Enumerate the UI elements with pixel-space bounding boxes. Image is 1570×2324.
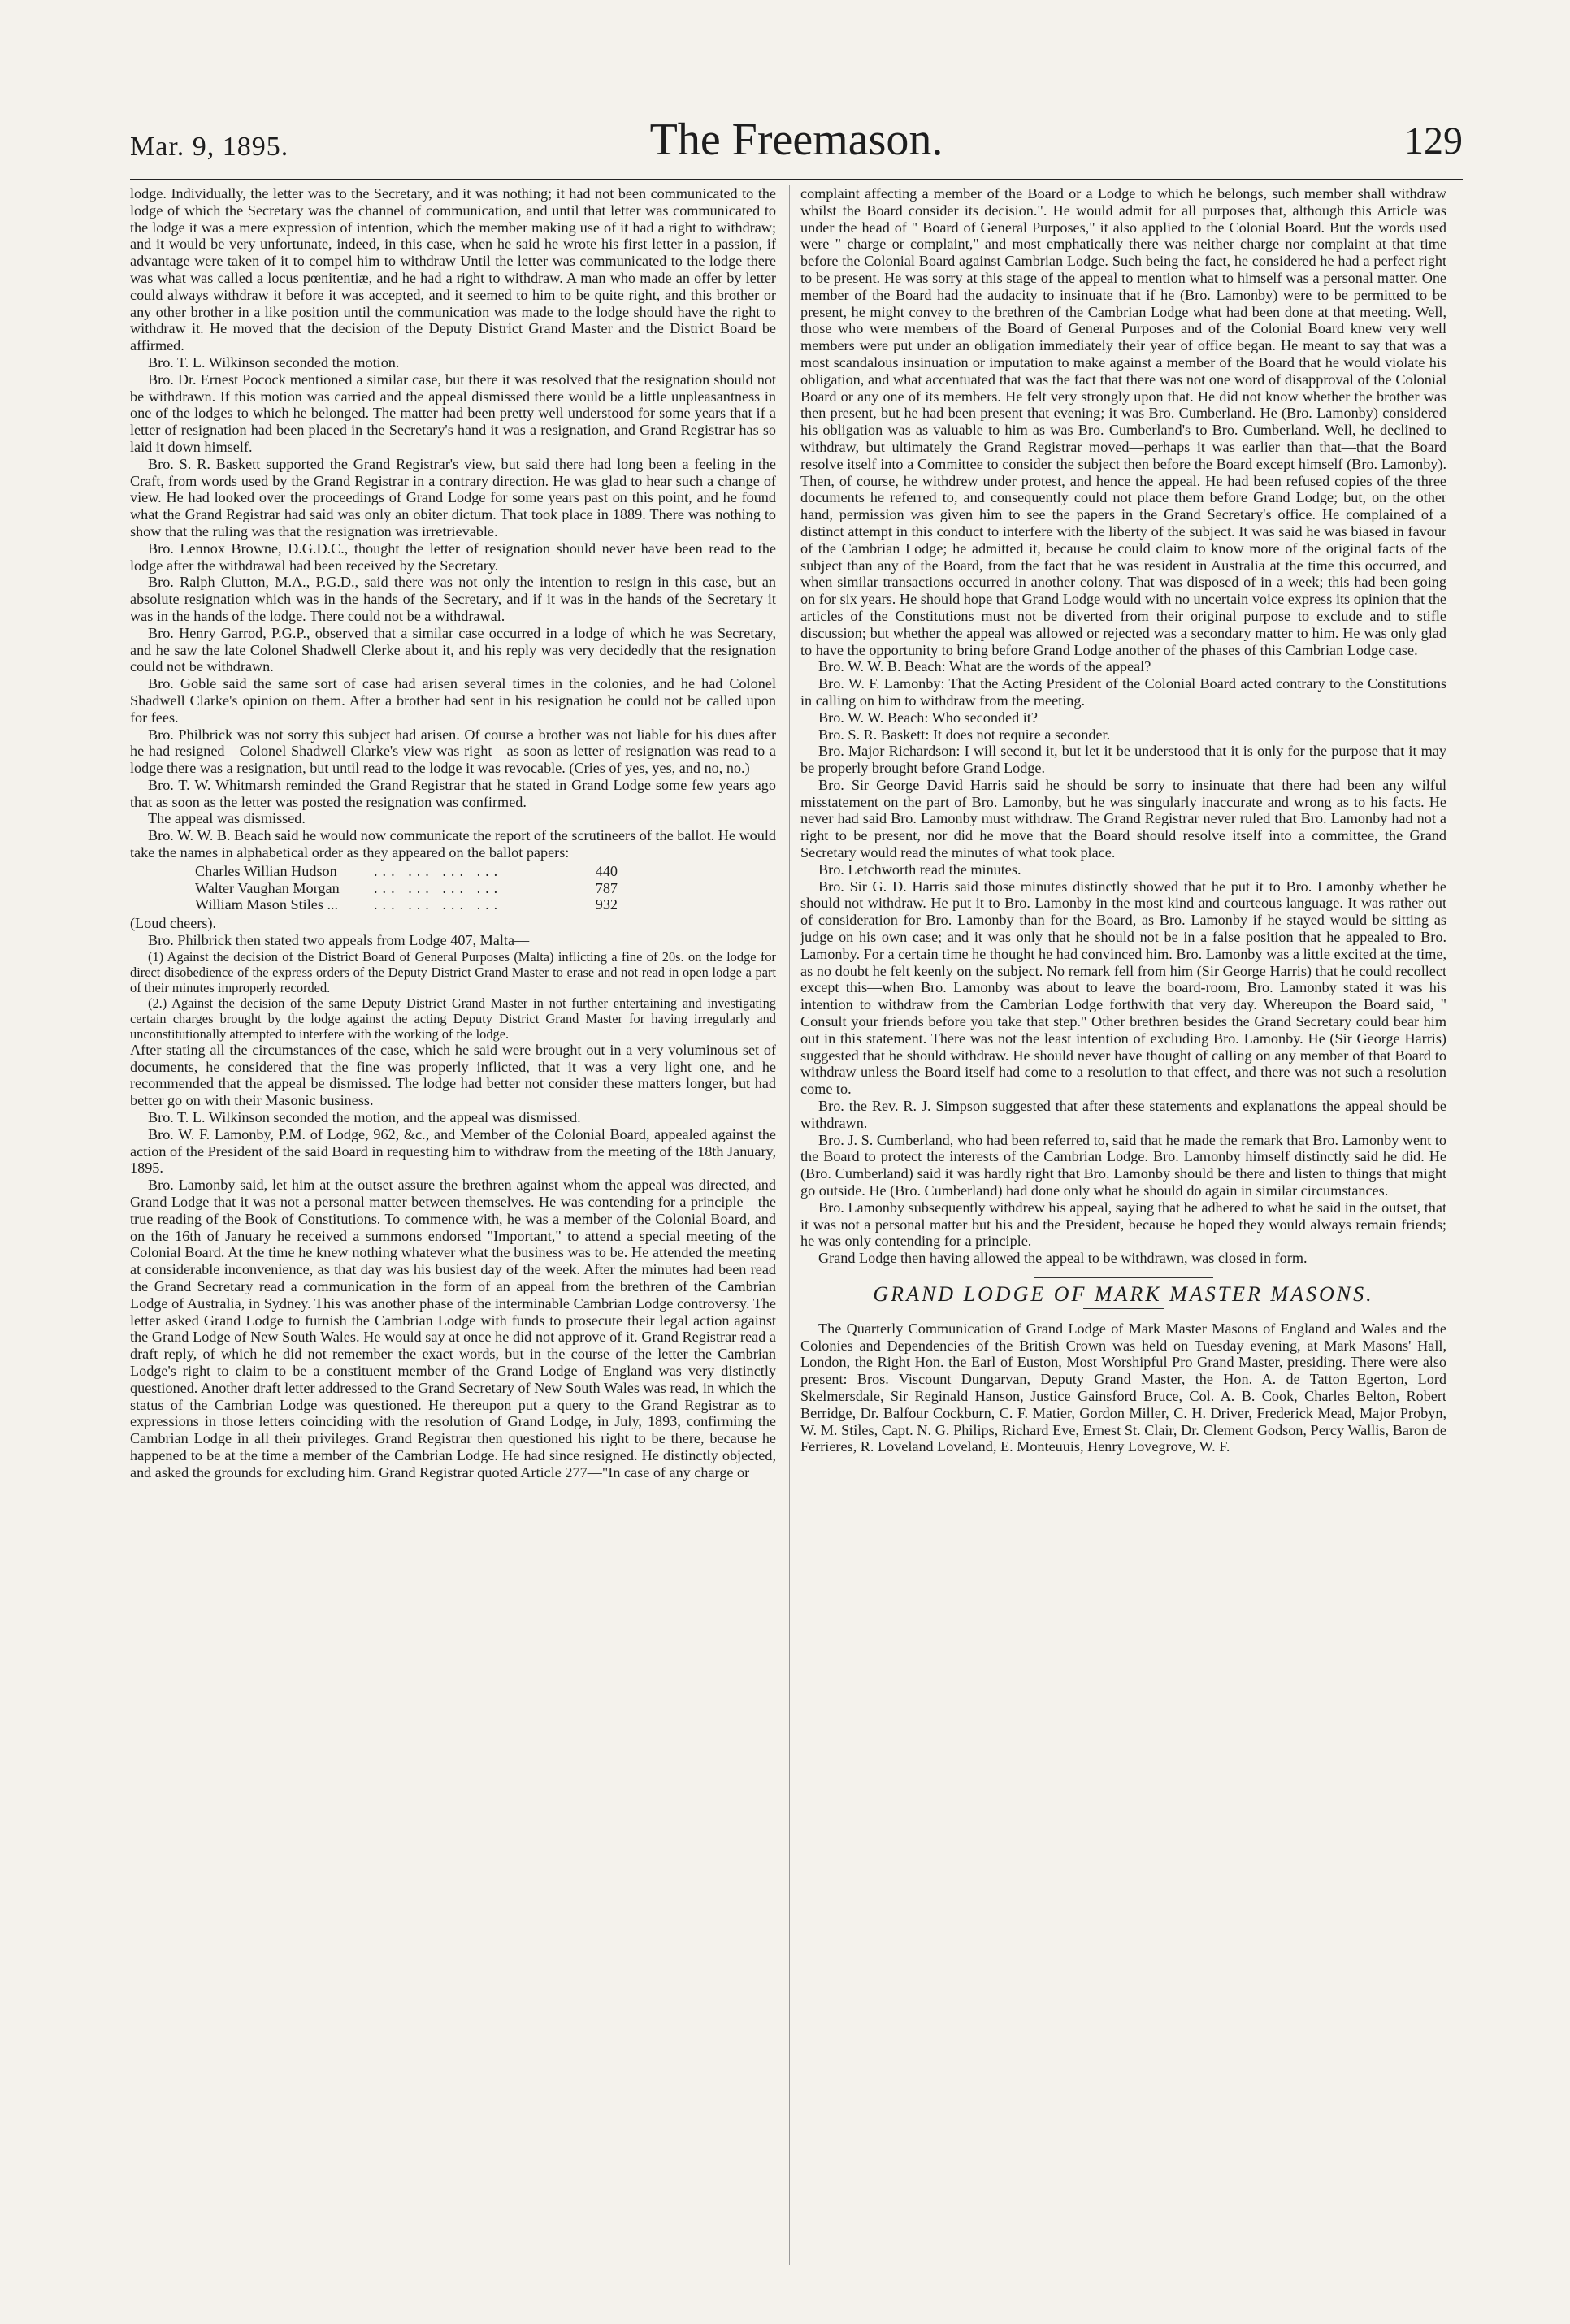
paragraph: Bro. Lamonby said, let him at the outset assure the brethren against whom the appeal was directed, and Grand Lodge that it was not a personal matter between themselves. He was contending for a principle—the true reading of the Book of Constitutions. To commence with, he was a member of the Colonial Board, and on the 16th of January he received a summons endorsed "Important," to attend a special meeting of the Colonial Board. At the time he knew nothing whatever what the business was to be. He attended the meeting at considerable inconvenience, as that day was his busiest day of the week. After the minutes had been read the Grand Secretary read a communication in the form of an appeal from the brethren of the Cambrian Lodge of Australia, in Sydney. This was another phase of the interminable Cambrian Lodge controversy. The letter asked Grand Lodge to furnish the Cambrian Lodge with funds to prosecute their legal action against the Grand Lodge of New South Wales. He would say at once he did not approve of it. Grand Registrar read a draft reply, of which he did not remember the exact words, but in the course of the letter the Cambrian Lodge's right to claim to be a constituent member of the Grand Lodge of England was very distinctly questioned. Another draft letter addressed to the Grand Secretary of New South Wales was read, in which the status of the Cambrian Lodge was questioned. He thereupon put a query to the Grand Registrar as to expressions in those letters coinciding with the resolution of Grand Lodge, in July, 1893, confirming the Cambrian Lodge in all their privileges. Grand Registrar then questioned his right to be there, because he happened to be at the time a member of the Cambrian Lodge. He had since resigned. He distinctly objected, and asked the grounds for excluding him. Grand Registrar quoted Article 277—"In case of any charge or: [130, 1177, 776, 1481]
page-number: 129: [1404, 119, 1463, 163]
paragraph: Bro. J. S. Cumberland, who had been referred to, said that he made the remark that Bro. Lamonby went to the Board to protect the interests of the Cambrian Lodge. Bro. Lamonby himself distinctly said he did. He (Bro. Cumberland) said it was hardly right that Bro. Lamonby should be there and listen to things that might go outside. He (Bro. Cumberland) had done only what he should do again in similar circumstances.: [800, 1131, 1446, 1199]
paragraph: The Quarterly Communication of Grand Lodge of Mark Master Masons of England and Wales and the Colonies and Dependencies of the British Crown was held on Tuesday evening, at Mark Masons' Hall, London, the Right Hon. the Earl of Euston, Most Worshipful Pro Grand Master, presiding. There were also present: Bros. Viscount Dungarvan, Deputy Grand Master, the Hon. A. de Tatton Egerton, Lord Skelmersdale, Sir Reginald Hanson, Justice Gainsford Bruce, Col. A. B. Cook, Charles Belton, Robert Berridge, Dr. Balfour Cockburn, C. F. Matier, Gordon Miller, C. H. Driver, Frederick Mead, Major Probyn, W. M. Stiles, Capt. N. G. Philips, Richard Eve, Ernest St. Clair, Dr. Clement Godson, Percy Wallis, Baron de Ferrieres, R. Loveland Loveland, E. Monteuuis, Henry Lovegrove, W. F.: [800, 1320, 1446, 1455]
paragraph: Bro. Philbrick was not sorry this subject had arisen. Of course a brother was not liable for his dues after he had resigned—Colonel Shadwell Clarke's view was right—as soon as letter of resignation was read to a lodge there was a resignation, but until read to the lodge it was revocable. (Cries of yes, yes, and no, no.): [130, 726, 776, 777]
left-column: [130, 185, 776, 2265]
section-rule: [1083, 1308, 1164, 1309]
paragraph: Bro. Goble said the same sort of case had arisen several times in the colonies, and he had Colonel Shadwell Clarke's opinion on them. After a brother had sent in his resignation he could not be called upon for fees.: [130, 675, 776, 726]
paragraph: Grand Lodge then having allowed the appeal to be withdrawn, was closed in form.: [818, 1250, 1308, 1267]
right-column: [800, 185, 1446, 2265]
paragraph: Bro. W. F. Lamonby, P.M. of Lodge, 962, &c., and Member of the Colonial Board, appealed against the action of the President of the said Board in requesting him to withdraw from the meeting of the 18th January, 1895.: [130, 1125, 776, 1177]
paragraph: Bro. Philbrick then stated two appeals from Lodge 407, Malta—: [148, 932, 530, 949]
paragraph: Bro. Ralph Clutton, M.A., P.G.D., said there was not only the intention to resign in this case, but an absolute resignation which was in the hands of the Secretary, and if it was in the hands of the Secretary it was in the hands of the lodge. There could not be a withdrawal.: [130, 574, 776, 624]
paragraph: Bro. W. F. Lamonby: That the Acting President of the Colonial Board acted contrary to the Constitutions in calling on him to withdraw from the meeting.: [800, 675, 1446, 709]
vote-count: 787: [595, 879, 618, 896]
paragraph: Bro. Lamonby subsequently withdrew his appeal, saying that he adhered to what he said in the outset, that it was not a personal matter but his and the President, because he hoped they would always remain friends; he was only contending for a principle.: [800, 1199, 1446, 1250]
candidate-name: Charles Willian Hudson: [195, 862, 337, 879]
ballot-row: [195, 896, 618, 913]
newspaper-title: The Freemason.: [649, 115, 943, 165]
paragraph: Bro. Henry Garrod, P.G.P., observed that a similar case occurred in a lodge of which he was Secretary, and he saw the late Colonel Shadwell Clerke about it, and his reply was very decidedly that the resignation could not be withdrawn.: [130, 624, 776, 675]
paragraph: Bro. T. W. Whitmarsh reminded the Grand Registrar that he stated in Grand Lodge some few years ago that as soon as the letter was posted the resignation was confirmed.: [130, 776, 776, 810]
ballot-row: [195, 880, 618, 897]
section-rule: [1034, 1277, 1213, 1278]
paragraph: Bro. Sir George David Harris said he should be sorry to insinuate that there had been any wilful misstatement on the part of Bro. Lamonby, but he was singularly inaccurate and wrong as to his facts. He never had said Bro. Lamonby must withdraw. The Grand Registrar never ruled that Bro. Lamonby had not a right to be present, nor did he move that the Board should resolve itself into a committee, the Grand Secretary would read the minutes of what took place.: [800, 776, 1446, 861]
leader-dots: ... ... ... ...: [374, 862, 503, 879]
vote-count: 932: [595, 896, 618, 913]
paragraph: Bro. Sir G. D. Harris said those minutes distinctly showed that he put it to Bro. Lamonby whether he should not withdraw. He put it to Bro. Lamonby in the most kind and courteous language. It was rather out of consideration for Bro. Lamonby than for the Board, as Bro. Lamonby if he stayed would be sitting as judge on his own case; and it was only that he should not be in a false position that he appealed to Bro. Lamonby. For a certain time he thought he had convinced him. Bro. Lamonby was a little excited at the time, as no doubt he felt keenly on the subject. No remark fell from him (Sir George Harris) that he could recollect except this—when Bro. Lamonby was about to leave the board-room, Bro. Lamonby stated it was his intention to withdraw from the Cambrian Lodge forthwith that very day. Whereupon the Board said, " Consult your friends before you take that step." Other brethren besides the Grand Secretary could bear him out in this statement. There was not the least intention of excluding Bro. Lamonby. He (Sir George Harris) suggested that he should withdraw. He should never have thought of calling on any member of that Board to withdraw unless the Board itself had come to a resolution to that effect, and there was not such a resolution come to.: [800, 878, 1446, 1098]
paragraph: lodge. Individually, the letter was to the Secretary, and it was nothing; it had not been communicated to the lodge of which the Secretary was the channel of communication, and until that letter was communicated to the lodge it was a mere expression of intention, which the member making use of it had a right to withdraw; and it would be very unfortunate, indeed, in this case, when he said he wrote his first letter in a passion, if advantage were taken of it to compel him to withdraw Until the letter was communicated to the lodge there was what was called a locus pœnitentiæ, and he had a right to withdraw. A man who made an offer by letter could always withdraw it before it was accepted, and it seemed to him to be quite right, and this brother or any other brother in a like position until the communication was made to the lodge should have the right to withdraw it. He moved that the decision of the Deputy District Grand Master and the District Board be affirmed.: [130, 185, 776, 354]
paragraph: Bro. the Rev. R. J. Simpson suggested that after these statements and explanations the appeal should be withdrawn.: [800, 1098, 1446, 1131]
paragraph: (Loud cheers).: [130, 915, 217, 932]
masthead-rule: [130, 179, 1463, 180]
paragraph: complaint affecting a member of the Board or a Lodge to which he belongs, such member shall withdraw whilst the Board consider its decision.". He would admit for all purposes that, although this Article was under the head of " Board of General Purposes," it also applied to the Colonial Board. But the words used were " charge or complaint," and most emphatically there was neither charge nor complaint at that time before the Colonial Board against Cambrian Lodge. Such being the fact, he considered he had a perfect right to be present. He was sorry at this stage of the appeal to mention what to himself was a personal matter. One member of the Board had the audacity to insinuate that if he (Bro. Lamonby) were to be permitted to be present, he might convey to the brethren of the Cambrian Lodge what had been done at that meeting. Well, those who were members of the Board of General Purposes and of the Colonial Board knew very well members were put under an obligation immediately their year of office began. He meant to say that was a most scandalous insinuation or imputation to make against a member of the Board that he would violate his obligation, and what accentuated that was the fact that there was not one word of disapproval of the Colonial Board or any one of its members. He felt very strongly upon that. He did not know whether the brother was then present, but he had been present that evening; it was Bro. Cumberland. He (Bro. Lamonby) considered his obligation was as valuable to him as was Bro. Cumberland's to Bro. Cumberland. Well, he declined to withdraw, but ultimately the Grand Registrar moved—perhaps it was earlier than that—that the Board resolve itself into a Committee to consider the subject then before the Board except himself (Bro. Lamonby). Then, of course, he withdrew under protest, and hence the appeal. He had been refused copies of the three documents he referred to, and consequently could not place them before Grand Lodge; but, on the other hand, permission was given him to see the papers in the Grand Secretary's office. He complained of a distinct attempt in this conduct to interfere with the liberty of the subject. It was said he was biased in favour of the Cambrian Lodge; he admitted it, because he could claim to know more of the original facts of the subject than any of the Board, from the fact that he was resident in Australia at the time this occurred, and when similar transactions occurred in another colony. That was disposed of in a week; this had been going on for six years. He should hope that Grand Lodge would with no uncertain voice express its opinion that the articles of the Constitutions must not be diverted from their original purpose to exclude and to stifle discussion; but whether the appeal was allowed or rejected was a secondary matter to him. He was only glad to have the opportunity to bring before Grand Lodge another of the phases of this Cambrian Lodge case.: [800, 185, 1446, 658]
issue-date: Mar. 9, 1895.: [130, 132, 289, 162]
column-divider: [789, 185, 790, 2265]
paragraph: Bro. Dr. Ernest Pocock mentioned a similar case, but there it was resolved that the resignation should not be withdrawn. If this motion was carried and the appeal dismissed there would be a little unpleasantness in one of the lodges to which he belonged. The matter had been pretty well understood for some years that if a letter of resignation had been placed in the Secretary's hand it was a resignation, and Grand Registrar has so laid it down himself.: [130, 371, 776, 455]
paragraph: Bro. W. W. Beach: Who seconded it?: [818, 709, 1038, 726]
masthead: [130, 114, 1463, 171]
section-heading: GRAND LODGE OF MARK MASTER MASONS.: [873, 1282, 1374, 1306]
vote-count: 440: [595, 862, 618, 879]
paragraph: After stating all the circumstances of the case, which he said were brought out in a very voluminous set of documents, he considered that the fine was properly inflicted, that it was a very light one, and he recommended that the appeal be dismissed. The lodge had better not consider these matters longer, but had better go on with their Masonic business.: [130, 1041, 776, 1109]
paragraph: Bro. Major Richardson: I will second it, but let it be understood that it is only for the purpose that it may be properly brought before Grand Lodge.: [800, 743, 1446, 777]
paragraph: Bro. Letchworth read the minutes.: [818, 861, 1021, 878]
paragraph: Bro. T. L. Wilkinson seconded the motion, and the appeal was dismissed.: [148, 1109, 581, 1126]
paragraph: Bro. T. L. Wilkinson seconded the motion.: [148, 353, 400, 371]
paragraph: Bro. S. R. Baskett supported the Grand Registrar's view, but said there had long been a feeling in the Craft, from words used by the Grand Registrar in a contrary direction. He was glad to hear such a change of view. He had looked over the proceedings of Grand Lodge for some years past on this point, and he found what the Grand Registrar had said was only an obiter dictum. That took place in 1889. There was nothing to show that the ruling was that the resignation was irretrievable.: [130, 455, 776, 540]
candidate-name: Walter Vaughan Morgan: [195, 879, 340, 896]
leader-dots: ... ... ... ...: [374, 896, 503, 913]
appeal-item: (1) Against the decision of the District Board of General Purposes (Malta) inflicting a fine of 20s. on the lodge for direct disobedience of the express orders of the Deputy District Grand Master to erase and not read in open lodge a part of their minutes improperly recorded.: [130, 948, 776, 995]
candidate-name: William Mason Stiles ...: [195, 896, 339, 913]
leader-dots: ... ... ... ...: [374, 879, 503, 896]
ballot-row: [195, 863, 618, 880]
paragraph: Bro. W. W. B. Beach: What are the words of the appeal?: [818, 658, 1151, 675]
appeal-item: (2.) Against the decision of the same Deputy District Grand Master in not further entertaining and investigating certain charges brought by the lodge against the acting Deputy District Grand Master for having irregularly and unconstitutionally attempted to interfere with the working of the lodge.: [130, 995, 776, 1042]
paragraph: Bro. S. R. Baskett: It does not require a seconder.: [818, 726, 1111, 743]
paragraph: The appeal was dismissed.: [148, 810, 306, 827]
paragraph: Bro. Lennox Browne, D.G.D.C., thought the letter of resignation should never have been read to the lodge after the withdrawal had been received by the Secretary.: [130, 540, 776, 574]
ballot-results: [195, 863, 776, 913]
paragraph: Bro. W. W. B. Beach said he would now communicate the report of the scrutineers of the ballot. He would take the names in alphabetical order as they appeared on the ballot papers:: [130, 827, 776, 861]
